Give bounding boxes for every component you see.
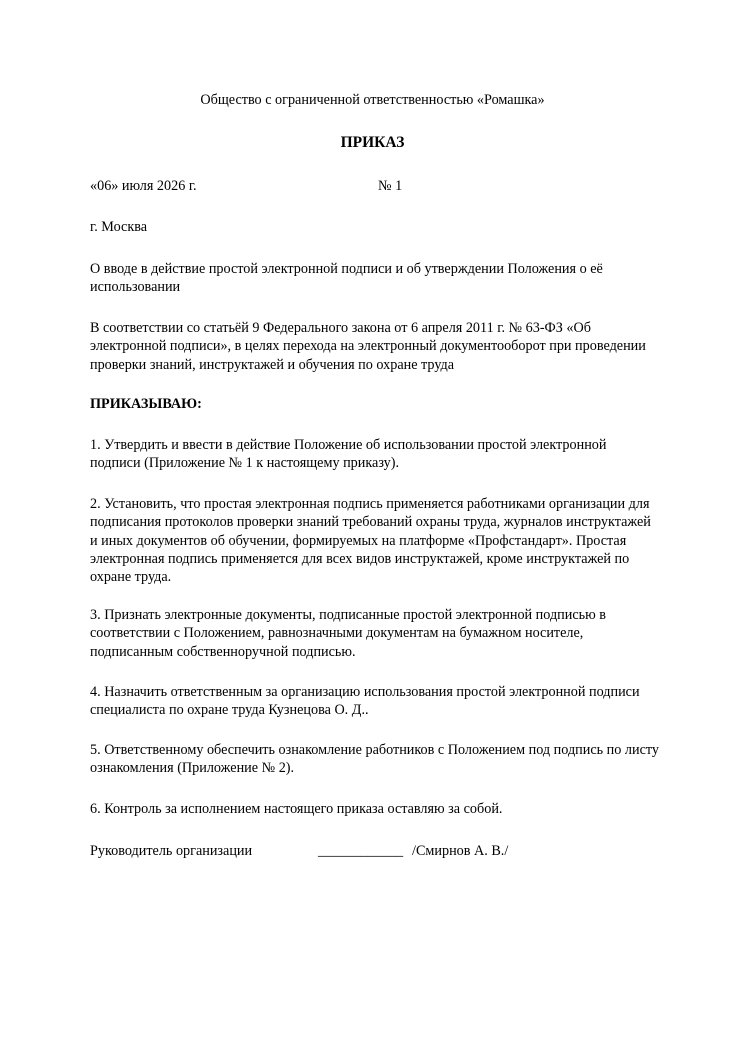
order-item-6: 6. Контроль за исполнением настоящего приказа оставляю за собой.	[90, 801, 503, 817]
order-city: г. Москва	[90, 219, 148, 235]
organization-name: Общество с ограниченной ответственностью «Ромашка»	[200, 92, 545, 108]
order-directive-heading: ПРИКАЗЫВАЮ:	[90, 396, 202, 412]
signatory-name: /Смирнов А. В./	[412, 843, 509, 859]
document-title: ПРИКАЗ	[340, 134, 405, 151]
order-date: «06» июля 2026 г.	[90, 178, 197, 194]
order-subject: О вводе в действие простой электронной подписи и об утверждении Положения о её использовании	[90, 261, 603, 296]
order-item-2: 2. Установить, что простая электронная подпись применяется работниками организации для подписания протоколов проверки знаний требований охраны труда, журналов инструктажей и иных документов об обучении, формируемых на платформе «Профстандарт». Простая электронная подпись применяется для всех видов инструктажей, кроме инструктажей по охране труда.	[90, 496, 651, 586]
order-item-4: 4. Назначить ответственным за организацию использования простой электронной подписи специалиста по охране труда Кузнецова О. Д..	[90, 684, 640, 719]
order-item-1: 1. Утвердить и ввести в действие Положение об использовании простой электронной подписи (Приложение № 1 к настоящему приказу).	[90, 437, 607, 472]
order-item-5: 5. Ответственному обеспечить ознакомление работников с Положением под подпись по листу ознакомления (Приложение № 2).	[90, 742, 659, 777]
order-item-3: 3. Признать электронные документы, подписанные простой электронной подписью в соответствии с Положением, равнозначными документам на бумажном носителе, подписанным собственноручной подписью.	[90, 607, 606, 660]
order-basis: В соответствии со статьёй 9 Федерального закона от 6 апреля 2011 г. № 63-ФЗ «Об электронной подписи», в целях перехода на электронный документооборот при проведении проверки знаний, инструктажей и обучения по охране труда	[90, 320, 646, 373]
signatory-role: Руководитель организации	[90, 843, 253, 859]
signature-line: ____________	[318, 843, 404, 859]
order-number: № 1	[378, 178, 403, 194]
